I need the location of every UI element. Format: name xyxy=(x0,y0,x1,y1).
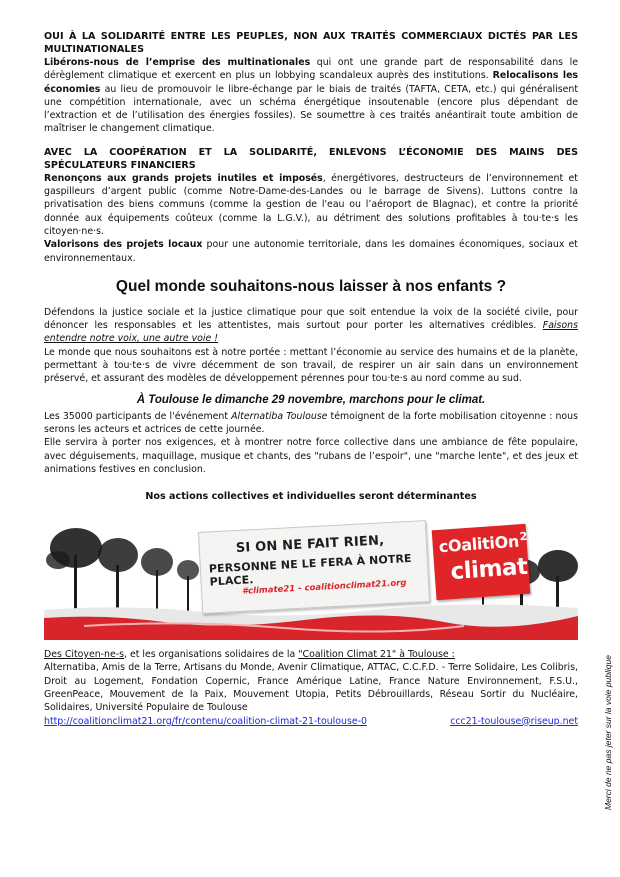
logo-word-coalition: cOalitiOn xyxy=(438,531,520,557)
logo-number: 21 xyxy=(519,529,535,544)
participants-text-a: Les 35000 participants de l'événement xyxy=(44,410,232,422)
paragraph-justice-emphasis: Faisons entendre notre voix, une autre voie ! xyxy=(44,320,578,345)
participants-text-b: témoignent de la forte mobilisation citoyenne : nous serons les acteurs et actrices de cette journée. xyxy=(44,410,578,435)
tree-silhouette-left xyxy=(46,528,199,615)
event-line: À Toulouse le dimanche 29 novembre, marchons pour le climat. xyxy=(136,393,486,406)
paragraph-demands: Elle servira à porter nos exigences, et à montrer notre force collective dans une ambiance de fête populaire, avec déguisements, maquillage, musique et chants, des "rubans de l’espoir", une "marche lente", et des jeux et animations festives en conclusion. xyxy=(44,437,578,475)
section2-text-a: , énergétivores, destructeurs de l’environnement et gaspilleurs d’argent public (comme Notre-Dame-des-Landes ou le barrage de Sivens). Luttons contre la privatisation des biens communs (comme la gestion de l'eau ou l’aéroport de Blagnac), et contre la priorité donnée aux équipements coûteux (comme la L.G.V.), au détriment des solutions profitables à tou·te·s les citoyen·ne·s. xyxy=(44,172,578,237)
paragraph-justice xyxy=(44,306,578,346)
leaflet-page xyxy=(44,30,578,727)
section1-text-b: au lieu de promouvoir le libre-échange par le biais de traités (TAFTA, CETA, etc.) qui généralisent une compétition internationale, avec un schéma énergétique insoutenable (encore plus dépendant de l’extraction et de l’utilisation des énergies fossiles). Se soumettre à ces traités anéantirait toute ambition de maîtriser le changement climatique. xyxy=(44,83,578,135)
actions-heading: Nos actions collectives et individuelles seront déterminantes xyxy=(145,491,477,503)
paragraph-participants xyxy=(44,410,578,437)
paragraph-justice-text: Défendons la justice sociale et la justice climatique pour que soit entendue la voix de la société civile, pour dénoncer les responsables et les attentistes, mais surtout pour porter les alternatives crédibles. xyxy=(44,306,578,332)
slogan-line-1: SI ON NE FAIT RIEN, xyxy=(235,533,385,557)
slogan-hashtag: #climate21 - coalitionclimat21.org xyxy=(241,578,407,597)
contact-links xyxy=(44,716,578,727)
section1-text-a: qui ont une grande part de responsabilité dans le dérèglement climatique et exercent en plus un lobbying scandaleux auprès des institutions. xyxy=(44,57,579,82)
section1-paragraph xyxy=(44,56,578,136)
section1-bold-a: Libérons-nous de l’emprise des multinationales xyxy=(44,57,311,68)
coalition-website-link[interactable]: http://coalitionclimat21.org/fr/contenu/coalition-climat-21-toulouse-0 xyxy=(44,715,367,727)
section2-heading: AVEC LA COOPÉRATION ET LA SOLIDARITÉ, ENLEVONS L’ÉCONOMIE DES MAINS DES SPÉCULATEURS FINANCIERS xyxy=(44,146,578,171)
section1-bold-b: Relocalisons les économies xyxy=(44,70,579,95)
signatories-lead-mid: , et les organisations solidaires de la xyxy=(124,649,299,661)
signatories-lead xyxy=(44,648,578,661)
section2-text-b: pour une autonomie territoriale, dans les domaines économiques, sociaux et environnementaux. xyxy=(44,239,578,264)
contact-email-link[interactable]: ccc21-toulouse@riseup.net xyxy=(450,715,578,727)
logo-word-climat: climat xyxy=(449,553,529,586)
section2-bold-a: Renonçons aux grands projets inutiles et imposés xyxy=(44,172,323,184)
participants-italic: Alternatiba Toulouse xyxy=(231,410,328,422)
coalition-climat-logo xyxy=(432,524,535,600)
paragraph-world: Le monde que nous souhaitons est à notre portée : mettant l’économie au service des humains et de la planète, permettant à tou·te·s de vivre décemment de son travail, de respirer un air sain dans un environnement préservé, et assurant des modèles de développement pérennes pour tou·te·s au nord comme au sud. xyxy=(44,346,578,385)
signatories-lead-citizens: Des Citoyen-ne-s xyxy=(44,649,125,661)
slogan-card xyxy=(198,520,430,614)
side-disposal-note: Merci de ne pas jeter sur la voie publique xyxy=(603,655,613,810)
campaign-banner xyxy=(44,510,578,640)
section2-paragraph xyxy=(44,172,578,265)
section2-bold-b: Valorisons des projets locaux xyxy=(44,239,203,251)
slogan-line-2: PERSONNE NE LE FERA À NOTRE PLACE. xyxy=(208,552,412,589)
main-title: Quel monde souhaitons-nous laisser à nos enfants ? xyxy=(115,277,507,295)
signatories-lead-coalition: "Coalition Climat 21" à Toulouse : xyxy=(298,649,455,661)
signatories-list: Alternatiba, Amis de la Terre, Artisans du Monde, Avenir Climatique, ATTAC, C.C.F.D. - Terre Solidaire, Les Colibris, Droit au Logement, Fondation Copernic, France Amérique Latine, France Nature Environnement, F.S.U., GreenPeace, Mouvement de la Paix, Mouvement Utopia, Petits Débrouillards, Réseau Sortir du Nucléaire, Solidaires, Université Populaire de Toulouse xyxy=(44,662,578,714)
section1-heading: OUI À LA SOLIDARITÉ ENTRE LES PEUPLES, NON AUX TRAITÉS COMMERCIAUX DICTÉS PAR LES MULTINATIONALES xyxy=(44,31,578,55)
